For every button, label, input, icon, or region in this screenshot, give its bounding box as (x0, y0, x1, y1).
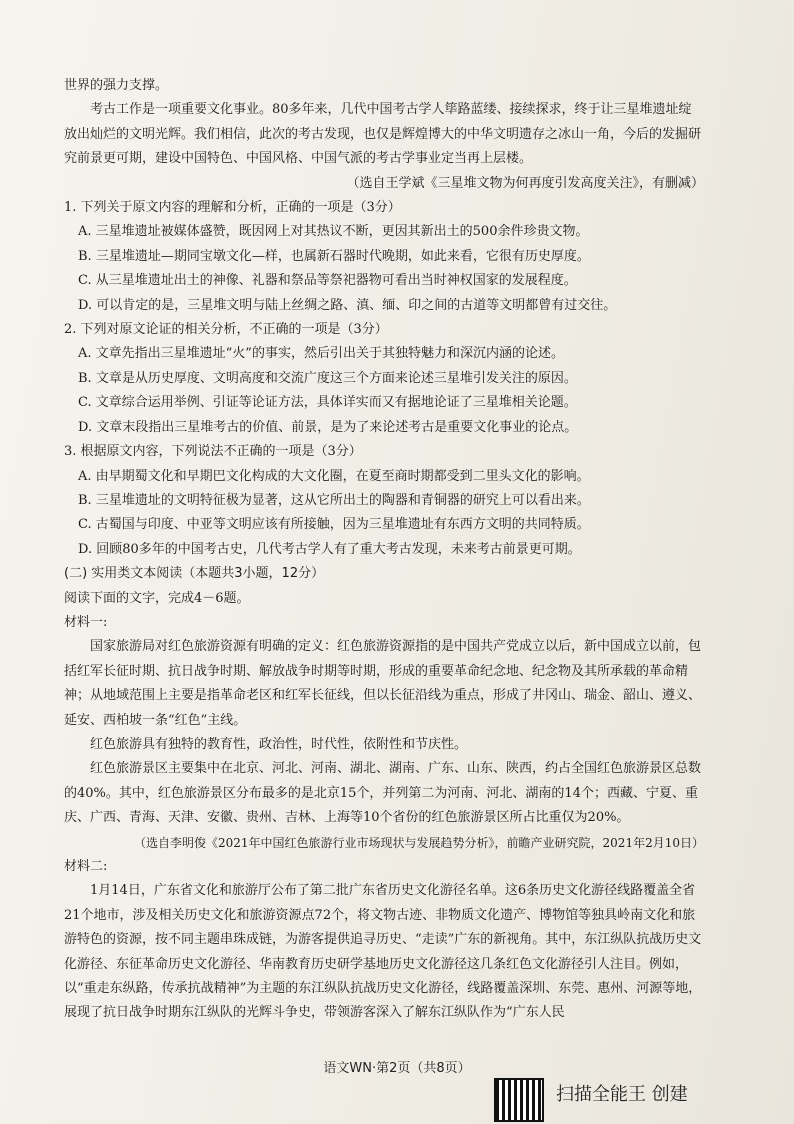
option-d: D. 文章末段指出三星堆考古的价值、前景，是为了来论述考古是重要文化事业的论点。 (78, 419, 578, 435)
material-2-paragraph-1: 1月14日，广东省文化和旅游厅公布了第二批广东省历史文化游径名单。这6条历史文化游径线路覆盖全省21个地市，涉及相关历史文化和旅游资源点72个，将文物古迹、非物质文化遗产、博物馆等独具岭南文化和旅游特色的资源，按不同主题串珠成链，为游客提供追寻历史、“走读”广东的新视角。其中，东江纵队抗战历史文化游径、东征革命历史文化游径、华南教育历史研学基地历史文化游径这几条红色文化游径引人注目。例如，以“重走东纵路，传承抗战精神”为主题的东江纵队抗战历史文化游径，线路覆盖深圳、东莞、惠州、河源等地，展现了抗日战争时期东江纵队的光辉斗争史，带领游客深入了解东江纵队作为“广东人民 (64, 883, 702, 1021)
option-c: C. 文章综合运用举例、引证等论证方法，具体详实而又有据地论证了三星堆相关论题。 (78, 395, 577, 411)
question-stem: 2. 下列对原文论证的相关分析，不正确的一项是（3分） (64, 322, 388, 338)
question-stem: 3. 根据原文内容，下列说法不正确的一项是（3分） (64, 444, 362, 460)
question-2 (64, 318, 704, 440)
qr-code-icon (494, 1078, 544, 1122)
option-d: D. 可以肯定的是，三星堆文明与陆上丝绸之路、滇、缅、印之间的古道等文明都曾有过交往。 (78, 297, 617, 313)
question-3 (64, 440, 704, 562)
material-1-paragraph-3: 红色旅游景区主要集中在北京、河北、河南、湖北、湖南、广东、山东、陕西，约占全国红色旅游景区总数的40%。其中，红色旅游景区分布最多的是北京15个，并列第二为河南、河北、湖南的14个；西藏、宁夏、重庆、广西、青海、天津、安徽、贵州、吉林、上海等10个省份的红色旅游景区所占比重仅为20%。 (64, 761, 702, 826)
material-1-label: 材料一: (64, 614, 108, 630)
material-1-paragraph-1: 国家旅游局对红色旅游资源有明确的定义：红色旅游资源指的是中国共产党成立以后，新中国成立以前，包括红军长征时期、抗日战争时期、解放战争时期等时期，形成的重要革命纪念地、纪念物及其所承载的革命精神；从地域范围上主要是指革命老区和红军长征线，但以长征沿线为重点，形成了井冈山、瑞金、韶山、遵义、延安、西柏坡一条“红色”主线。 (64, 639, 702, 728)
section-heading: (二) 实用类文本阅读（本题共3小题，12分） (64, 566, 325, 582)
option-b: B. 文章是从历史厚度、文明高度和交流广度这三个方面来论述三星堆引发关注的原因。 (78, 370, 577, 386)
source-citation-2: （选自李明俊《2021年中国红色旅游行业市场现状与发展趋势分析》，前瞻产业研究院，2021年2月10日） (134, 835, 704, 850)
option-a: A. 由早期蜀文化和早期巴文化构成的大文化圈，在夏至商时期都受到二里头文化的影响。 (78, 468, 590, 484)
option-b: B. 三星堆遗址的文明特征极为显著，这从它所出土的陶器和青铜器的研究上可以看出来。 (78, 492, 590, 508)
page-content (64, 74, 704, 1026)
option-a: A. 文章先指出三星堆遗址“火”的事实，然后引出关于其独特魅力和深沉内涵的论述。 (78, 346, 564, 362)
text-line: 世界的强力支撑。 (64, 78, 169, 93)
scanner-brand-label: 扫描全能王 创建 (556, 1084, 688, 1105)
question-1 (64, 196, 704, 318)
question-stem: 1. 下列关于原文内容的理解和分析，正确的一项是（3分） (64, 200, 401, 216)
page-footer: 语文WN·第2页（共8页） (323, 1061, 471, 1076)
source-citation: （选自王学斌《三星堆文物为何再度引发高度关注》，有删减） (346, 175, 704, 191)
material-1-paragraph-2: 红色旅游具有独特的教育性，政治性，时代性，依附性和节庆性。 (90, 736, 468, 752)
material-2-label: 材料二: (64, 859, 108, 874)
option-d: D. 回顾80多年的中国考古史，几代考古学人有了重大考古发现，未来考古前景更可期。 (78, 541, 581, 557)
closing-paragraph: 考古工作是一项重要文化事业。80多年来，几代中国考古学人筚路蓝缕、接续探求，终于让三星堆遗址绽放出灿烂的文明光辉。我们相信，此次的考古发现，也仅是辉煌博大的中华文明遗存之冰山一角，今后的发掘研究前景更可期，建设中国特色、中国风格、中国气派的考古学事业定当再上层楼。 (64, 102, 702, 167)
option-c: C. 古蜀国与印度、中亚等文明应该有所接触，因为三星堆遗址有东西方文明的共同特质。 (78, 517, 590, 533)
option-a: A. 三星堆遗址被媒体盛赞，既因网上对其热议不断，更因其新出土的500余件珍贵文物。 (78, 224, 589, 240)
section-instruction: 阅读下面的文字，完成4－6题。 (64, 590, 250, 606)
option-c: C. 从三星堆遗址出土的神像、礼器和祭品等祭祀器物可看出当时神权国家的发展程度。 (78, 273, 577, 289)
option-b: B. 三星堆遗址—期同宝墩文化—样，也属新石器时代晚期，如此来看，它很有历史厚度。 (78, 248, 590, 264)
